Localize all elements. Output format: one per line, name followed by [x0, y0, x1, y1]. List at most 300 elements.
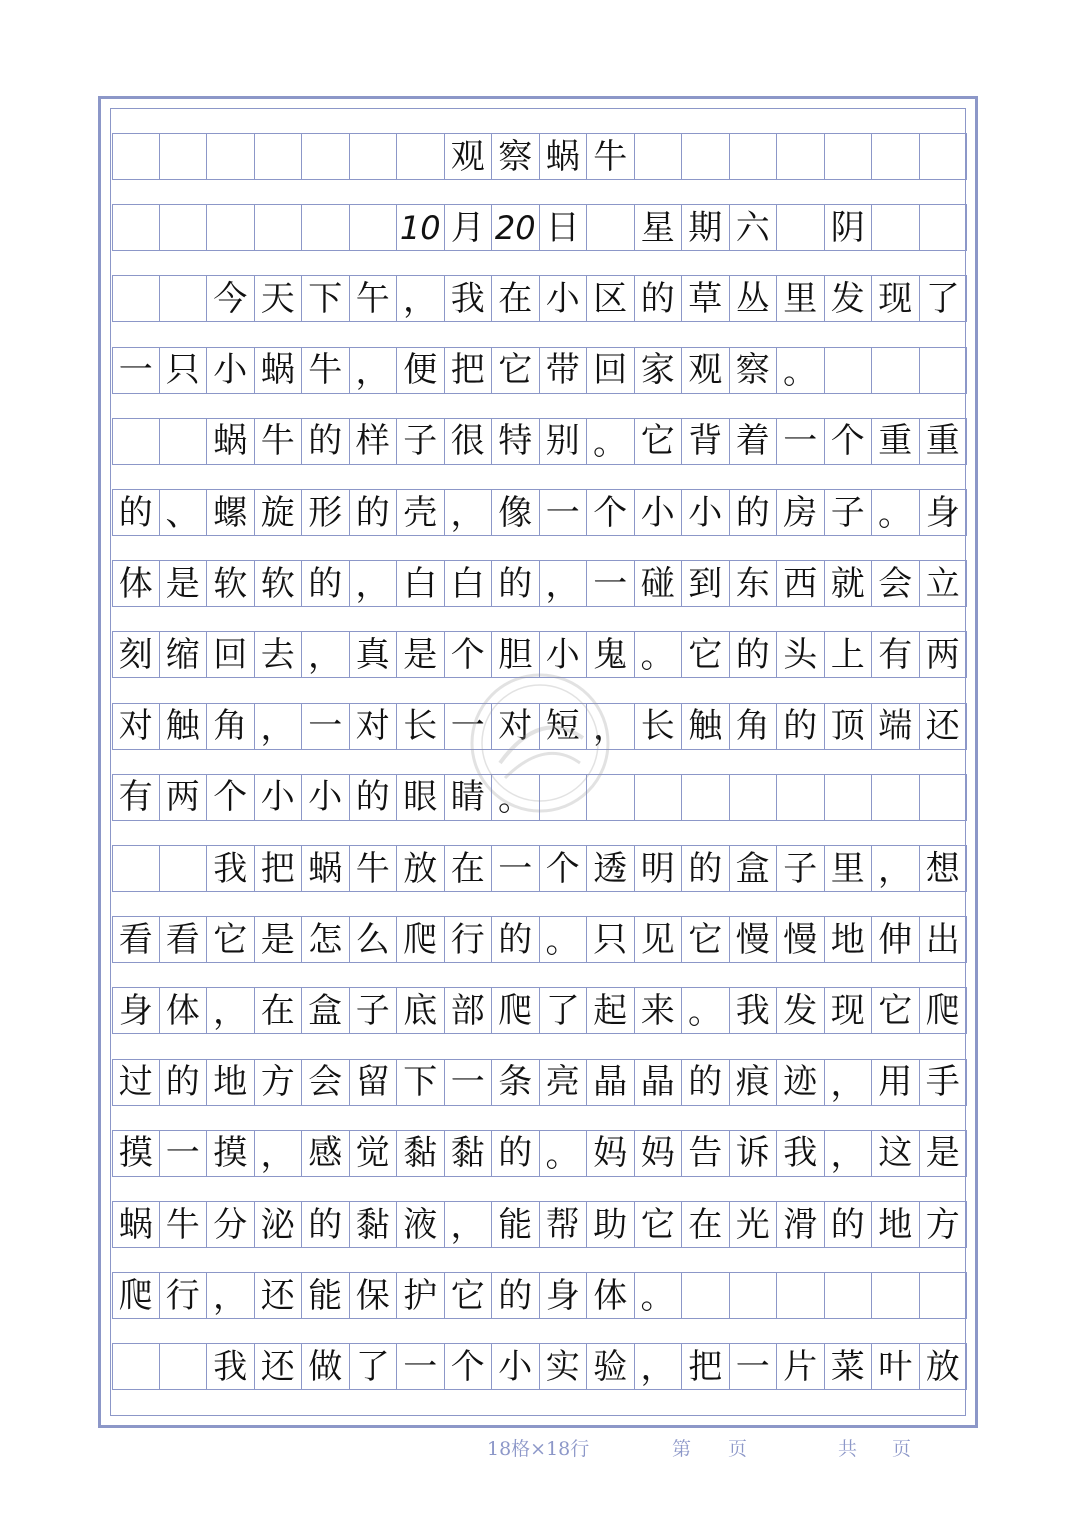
- grid-cell: 我: [207, 846, 255, 891]
- total-label-end: 页: [892, 1438, 912, 1460]
- grid-cell: 月: [445, 205, 493, 250]
- grid-cell: 叶: [872, 1344, 920, 1389]
- grid-row: [112, 347, 967, 394]
- grid-cell: 么: [350, 917, 398, 962]
- grid-cell: 螺: [207, 490, 255, 535]
- grid-cell: 软: [207, 561, 255, 606]
- grid-cell: 到: [682, 561, 730, 606]
- grid-cell: [872, 205, 920, 250]
- grid-cell: 菜: [825, 1344, 873, 1389]
- grid-cell: 体: [587, 1273, 635, 1318]
- grid-cell: [397, 134, 445, 179]
- grid-cell: 我: [207, 1344, 255, 1389]
- grid-cell: 爬: [492, 988, 540, 1033]
- grid-cell: 把: [255, 846, 303, 891]
- grid-cell: 头: [777, 632, 825, 677]
- grid-cell: 的: [730, 490, 778, 535]
- grid-cell: 慢: [730, 917, 778, 962]
- grid-cell: 现: [825, 988, 873, 1033]
- grid-cell: 回: [207, 632, 255, 677]
- grid-cell: 它: [445, 1273, 493, 1318]
- grid-cell: 黏: [350, 1202, 398, 1247]
- grid-cell: [777, 205, 825, 250]
- grid-cell: [777, 1273, 825, 1318]
- grid-cell: ，: [207, 988, 255, 1033]
- grid-cell: 地: [207, 1060, 255, 1105]
- grid-cell: 保: [350, 1273, 398, 1318]
- grid-cell: 对: [492, 704, 540, 749]
- grid-cell: 天: [255, 276, 303, 321]
- grid-cell: 观: [682, 348, 730, 393]
- grid-cell: 怎: [302, 917, 350, 962]
- grid-cell: 是: [160, 561, 208, 606]
- grid-cell: 了: [350, 1344, 398, 1389]
- grid-cell: 痕: [730, 1060, 778, 1105]
- grid-cell: 护: [397, 1273, 445, 1318]
- grid-cell: 身: [540, 1273, 588, 1318]
- grid-cell: 真: [350, 632, 398, 677]
- grid-cell: 察: [492, 134, 540, 179]
- grid-cell: 个: [540, 846, 588, 891]
- grid-cell: 方: [255, 1060, 303, 1105]
- grid-cell: 想: [920, 846, 968, 891]
- grid-cell: 小: [255, 775, 303, 820]
- grid-cell: 妈: [587, 1131, 635, 1176]
- grid-cell: [872, 134, 920, 179]
- grid-cell: 子: [777, 846, 825, 891]
- grid-cell: 西: [777, 561, 825, 606]
- grid-cell: [207, 134, 255, 179]
- grid-cell: 下: [397, 1060, 445, 1105]
- grid-cell: 我: [777, 1131, 825, 1176]
- grid-cell: 蜗: [302, 846, 350, 891]
- grid-cell: 东: [730, 561, 778, 606]
- grid-cell: [777, 134, 825, 179]
- grid-cell: 小: [540, 632, 588, 677]
- grid-cell: ，: [825, 1060, 873, 1105]
- grid-cell: 草: [682, 276, 730, 321]
- page-footer: [0, 1430, 1080, 1460]
- grid-cell: 感: [302, 1131, 350, 1176]
- grid-row: [112, 489, 967, 536]
- grid-cell: 一: [112, 348, 160, 393]
- grid-cell: [920, 1273, 968, 1318]
- grid-cell: [112, 419, 160, 464]
- grid-cell: 爬: [112, 1273, 160, 1318]
- grid-cell: 的: [492, 1273, 540, 1318]
- grid-cell: [350, 205, 398, 250]
- grid-cell: 白: [397, 561, 445, 606]
- grid-cell: 底: [397, 988, 445, 1033]
- grid-cell: 。: [540, 917, 588, 962]
- grid-cell: [160, 205, 208, 250]
- grid-cell: 胆: [492, 632, 540, 677]
- grid-cell: 旋: [255, 490, 303, 535]
- grid-cell: [682, 775, 730, 820]
- grid-row: [112, 1343, 967, 1390]
- grid-cell: 的: [492, 1131, 540, 1176]
- grid-cell: 会: [302, 1060, 350, 1105]
- grid-row: [112, 204, 967, 251]
- grid-cell: 能: [492, 1202, 540, 1247]
- grid-cell: 它: [492, 348, 540, 393]
- grid-cell: ，: [302, 632, 350, 677]
- grid-cell: 来: [635, 988, 683, 1033]
- grid-cell: 一: [492, 846, 540, 891]
- grid-cell: 里: [777, 276, 825, 321]
- grid-cell: 慢: [777, 917, 825, 962]
- grid-cell: 壳: [397, 490, 445, 535]
- grid-cell: 验: [587, 1344, 635, 1389]
- grid-cell: ，: [445, 1202, 493, 1247]
- grid-cell: [160, 276, 208, 321]
- grid-cell: 它: [207, 917, 255, 962]
- grid-cell: 摸: [207, 1131, 255, 1176]
- grid-cell: 。: [682, 988, 730, 1033]
- grid-cell: 只: [587, 917, 635, 962]
- grid-cell: 别: [540, 419, 588, 464]
- grid-cell: 行: [445, 917, 493, 962]
- grid-cell: 这: [872, 1131, 920, 1176]
- grid-cell: 发: [825, 276, 873, 321]
- grid-cell: 着: [730, 419, 778, 464]
- total-label-start: 共: [838, 1438, 858, 1460]
- grid-cell: 蜗: [207, 419, 255, 464]
- grid-cell: 个: [445, 632, 493, 677]
- grid-cell: 的: [777, 704, 825, 749]
- grid-cell: 。: [540, 1131, 588, 1176]
- grid-cell: 午: [350, 276, 398, 321]
- grid-cell: ，: [635, 1344, 683, 1389]
- grid-cell: 的: [492, 917, 540, 962]
- grid-cell: [112, 205, 160, 250]
- grid-cell: 我: [445, 276, 493, 321]
- grid-cell: 像: [492, 490, 540, 535]
- grid-cell: 是: [255, 917, 303, 962]
- grid-row: [112, 275, 967, 322]
- grid-cell: 子: [397, 419, 445, 464]
- grid-cell: 它: [635, 419, 683, 464]
- grid-cell: 帮: [540, 1202, 588, 1247]
- grid-cell: 告: [682, 1131, 730, 1176]
- grid-cell: 部: [445, 988, 493, 1033]
- grid-cell: [302, 134, 350, 179]
- grid-cell: 区: [587, 276, 635, 321]
- grid-cell: 摸: [112, 1131, 160, 1176]
- grid-cell: 的: [350, 490, 398, 535]
- grid-cell: ，: [207, 1273, 255, 1318]
- grid-cell: 察: [730, 348, 778, 393]
- grid-cell: 明: [635, 846, 683, 891]
- grid-cell: 觉: [350, 1131, 398, 1176]
- grid-cell: 还: [255, 1273, 303, 1318]
- grid-cell: 做: [302, 1344, 350, 1389]
- page-label-start: 第: [672, 1438, 692, 1460]
- grid-cell: 回: [587, 348, 635, 393]
- grid-cell: [825, 134, 873, 179]
- grid-cell: ，: [587, 704, 635, 749]
- grid-cell: 片: [777, 1344, 825, 1389]
- grid-cell: 看: [112, 917, 160, 962]
- grid-row: [112, 418, 967, 465]
- grid-cell: 它: [635, 1202, 683, 1247]
- grid-cell: 迹: [777, 1060, 825, 1105]
- grid-cell: 小: [207, 348, 255, 393]
- grid-cell: 小: [492, 1344, 540, 1389]
- grid-cell: 缩: [160, 632, 208, 677]
- grid-cell: 刻: [112, 632, 160, 677]
- grid-cell: 的: [682, 846, 730, 891]
- grid-cell: 了: [540, 988, 588, 1033]
- grid-cell: 还: [920, 704, 968, 749]
- grid-row: [112, 1272, 967, 1319]
- grid-cell: 一: [302, 704, 350, 749]
- grid-cell: 蜗: [255, 348, 303, 393]
- grid-cell: 留: [350, 1060, 398, 1105]
- grid-cell: 。: [635, 1273, 683, 1318]
- grid-cell: 10: [397, 205, 445, 250]
- grid-cell: 软: [255, 561, 303, 606]
- grid-row: [112, 916, 967, 963]
- grid-cell: 体: [160, 988, 208, 1033]
- grid-cell: 触: [682, 704, 730, 749]
- grid-cell: [112, 1344, 160, 1389]
- grid-cell: 盒: [302, 988, 350, 1033]
- grid-cell: ，: [872, 846, 920, 891]
- grid-cell: 助: [587, 1202, 635, 1247]
- grid-cell: 鬼: [587, 632, 635, 677]
- grid-cell: 角: [730, 704, 778, 749]
- grid-cell: 样: [350, 419, 398, 464]
- grid-cell: [635, 775, 683, 820]
- grid-cell: 短: [540, 704, 588, 749]
- grid-cell: 只: [160, 348, 208, 393]
- grid-cell: 里: [825, 846, 873, 891]
- grid-cell: [730, 134, 778, 179]
- grid-cell: 家: [635, 348, 683, 393]
- grid-cell: 现: [872, 276, 920, 321]
- grid-cell: 睛: [445, 775, 493, 820]
- grid-cell: 行: [160, 1273, 208, 1318]
- grid-cell: 有: [112, 775, 160, 820]
- grid-cell: ，: [350, 561, 398, 606]
- grid-cell: [777, 775, 825, 820]
- grid-cell: 过: [112, 1060, 160, 1105]
- grid-cell: 是: [397, 632, 445, 677]
- grid-cell: 去: [255, 632, 303, 677]
- grid-cell: ，: [255, 704, 303, 749]
- grid-cell: [825, 348, 873, 393]
- grid-cell: 期: [682, 205, 730, 250]
- grid-cell: 特: [492, 419, 540, 464]
- grid-cell: 条: [492, 1060, 540, 1105]
- grid-cell: 在: [682, 1202, 730, 1247]
- grid-cell: 碰: [635, 561, 683, 606]
- page-label-end: 页: [728, 1438, 748, 1460]
- grid-cell: [112, 846, 160, 891]
- grid-cell: 对: [112, 704, 160, 749]
- grid-cell: [730, 1273, 778, 1318]
- grid-cell: 一: [445, 1060, 493, 1105]
- grid-cell: ，: [540, 561, 588, 606]
- grid-cell: 子: [825, 490, 873, 535]
- grid-cell: 白: [445, 561, 493, 606]
- grid-cell: 一: [777, 419, 825, 464]
- grid-cell: 盒: [730, 846, 778, 891]
- grid-cell: 两: [160, 775, 208, 820]
- grid-cell: 实: [540, 1344, 588, 1389]
- grid-cell: 分: [207, 1202, 255, 1247]
- grid-cell: 的: [302, 419, 350, 464]
- grid-cell: 的: [302, 561, 350, 606]
- grid-cell: 放: [397, 846, 445, 891]
- grid-cell: 眼: [397, 775, 445, 820]
- grid-cell: [682, 1273, 730, 1318]
- grid-cell: 出: [920, 917, 968, 962]
- grid-cell: 一: [587, 561, 635, 606]
- grid-cell: 它: [872, 988, 920, 1033]
- grid-cell: 小: [682, 490, 730, 535]
- grid-cell: 用: [872, 1060, 920, 1105]
- grid-cell: 牛: [350, 846, 398, 891]
- grid-cell: [730, 775, 778, 820]
- grid-cell: 端: [872, 704, 920, 749]
- grid-cell: 日: [540, 205, 588, 250]
- grid-cell: 个: [587, 490, 635, 535]
- grid-cell: 亮: [540, 1060, 588, 1105]
- grid-cell: 透: [587, 846, 635, 891]
- grid-cell: 黏: [397, 1131, 445, 1176]
- grid-cell: 体: [112, 561, 160, 606]
- grid-cell: 。: [777, 348, 825, 393]
- grid-cell: 丛: [730, 276, 778, 321]
- grid-cell: 子: [350, 988, 398, 1033]
- grid-cell: 、: [160, 490, 208, 535]
- grid-cell: 手: [920, 1060, 968, 1105]
- grid-cell: 下: [302, 276, 350, 321]
- grid-row: [112, 1130, 967, 1177]
- grid-cell: 个: [825, 419, 873, 464]
- grid-cell: 地: [825, 917, 873, 962]
- grid-cell: [872, 775, 920, 820]
- grid-cell: 一: [445, 704, 493, 749]
- grid-cell: 触: [160, 704, 208, 749]
- grid-cell: 一: [540, 490, 588, 535]
- grid-cell: 放: [920, 1344, 968, 1389]
- grid-cell: [920, 134, 968, 179]
- grid-cell: [112, 276, 160, 321]
- grid-cell: 它: [682, 632, 730, 677]
- grid-cell: [587, 205, 635, 250]
- grid-cell: 很: [445, 419, 493, 464]
- grid-cell: 的: [350, 775, 398, 820]
- grid-cell: 一: [160, 1131, 208, 1176]
- grid-cell: 立: [920, 561, 968, 606]
- grid-cell: 一: [730, 1344, 778, 1389]
- grid-cell: 的: [682, 1060, 730, 1105]
- grid-cell: 在: [492, 276, 540, 321]
- grid-cell: 的: [302, 1202, 350, 1247]
- grid-cell: 了: [920, 276, 968, 321]
- grid-cell: 小: [635, 490, 683, 535]
- grid-cell: 房: [777, 490, 825, 535]
- grid-cell: 重: [920, 419, 968, 464]
- grid-cell: 的: [160, 1060, 208, 1105]
- grid-cell: 它: [682, 917, 730, 962]
- grid-row: [112, 1059, 967, 1106]
- grid-cell: [160, 134, 208, 179]
- grid-cell: 形: [302, 490, 350, 535]
- grid-cell: 能: [302, 1273, 350, 1318]
- grid-cell: 液: [397, 1202, 445, 1247]
- grid-cell: [920, 775, 968, 820]
- grid-cell: 个: [207, 775, 255, 820]
- grid-cell: 牛: [587, 134, 635, 179]
- grid-cell: 六: [730, 205, 778, 250]
- grid-spec-label: 18格×18行: [487, 1438, 590, 1460]
- grid-cell: [825, 1273, 873, 1318]
- grid-cell: [872, 1273, 920, 1318]
- grid-row: [112, 133, 967, 180]
- grid-cell: ，: [255, 1131, 303, 1176]
- grid-cell: [255, 134, 303, 179]
- grid-cell: [160, 1344, 208, 1389]
- grid-cell: 晶: [635, 1060, 683, 1105]
- grid-row: [112, 987, 967, 1034]
- grid-cell: 泌: [255, 1202, 303, 1247]
- grid-cell: 的: [492, 561, 540, 606]
- grid-cell: 在: [255, 988, 303, 1033]
- grid-cell: 的: [635, 276, 683, 321]
- grid-cell: 。: [492, 775, 540, 820]
- grid-cell: 便: [397, 348, 445, 393]
- grid-cell: 长: [635, 704, 683, 749]
- grid-cell: 牛: [302, 348, 350, 393]
- grid-cell: 带: [540, 348, 588, 393]
- grid-cell: 滑: [777, 1202, 825, 1247]
- grid-cell: [350, 134, 398, 179]
- grid-cell: 方: [920, 1202, 968, 1247]
- grid-cell: 黏: [445, 1131, 493, 1176]
- grid-cell: [872, 348, 920, 393]
- grid-cell: [112, 134, 160, 179]
- grid-cell: 角: [207, 704, 255, 749]
- grid-cell: 起: [587, 988, 635, 1033]
- grid-cell: 上: [825, 632, 873, 677]
- grid-row: [112, 845, 967, 892]
- grid-cell: 蜗: [540, 134, 588, 179]
- grid-cell: 诉: [730, 1131, 778, 1176]
- grid-cell: 地: [872, 1202, 920, 1247]
- grid-cell: ，: [825, 1131, 873, 1176]
- grid-cell: 小: [302, 775, 350, 820]
- grid-cell: 一: [397, 1344, 445, 1389]
- grid-cell: [207, 205, 255, 250]
- grid-cell: [682, 134, 730, 179]
- grid-cell: 在: [445, 846, 493, 891]
- grid-cell: 光: [730, 1202, 778, 1247]
- grid-cell: 妈: [635, 1131, 683, 1176]
- grid-cell: [302, 205, 350, 250]
- grid-cell: 今: [207, 276, 255, 321]
- grid-cell: 20: [492, 205, 540, 250]
- grid-cell: 有: [872, 632, 920, 677]
- grid-cell: ，: [350, 348, 398, 393]
- grid-cell: 蜗: [112, 1202, 160, 1247]
- grid-cell: 我: [730, 988, 778, 1033]
- grid-cell: 见: [635, 917, 683, 962]
- grid-cell: 就: [825, 561, 873, 606]
